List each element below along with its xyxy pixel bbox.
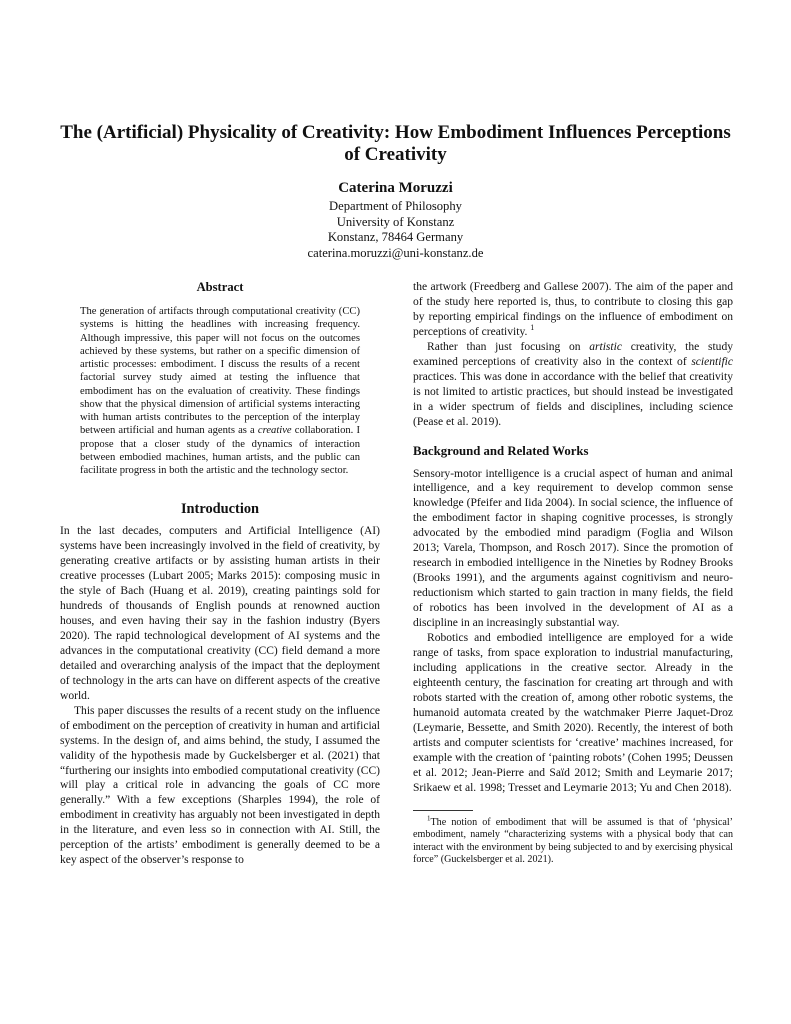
abstract-heading: Abstract <box>196 280 244 294</box>
author-department: Department of Philosophy <box>329 199 462 213</box>
rather-italic-scientific: scientific <box>691 355 733 368</box>
abstract-text-part2: collaboration. I propose that a closer study of the dynamics of interaction between embodied machines, human artists, and the public can facilitate progress in both the artistic and the technology sector. <box>80 425 360 476</box>
rather-part1: Rather than just focusing on <box>427 340 590 353</box>
footnote-text: The notion of embodiment that will be assumed is that of ‘physical’ embodiment, namely “characterizing systems with a physical body that can interact with the environment by being subjected to and by exercising physical force” (Guckelsberger et al. 2021). <box>413 816 733 866</box>
continued-paragraph <box>413 280 733 340</box>
continued-paragraph-text: the artwork (Freedberg and Gallese 2007). The aim of the paper and of the study here reported is, thus, to contribute to closing this gap by reporting empirical findings on the influence of embodiment on perceptions of creativity. <box>413 281 733 338</box>
footnote-marker[interactable]: 1 <box>530 323 535 333</box>
footnote-number: 1 <box>427 814 431 823</box>
right-column <box>413 280 733 867</box>
abstract-text-part1: The generation of artifacts through computational creativity (CC) systems is hitting the headlines with increasing frequency. Although impressive, this paper will not focus on the outcomes achieved by these systems, but rather on a specific dimension of artistic processes: embodiment. I discuss the results of a recent factorial survey study aimed at testing the influence that embodiment has on the evaluation of creativity. These findings show that the physical dimension of artificial systems interacting with human artists contributes to the perception of the interplay between artificial and human agents as a <box>80 306 360 437</box>
rather-part3: practices. This was done in accordance with the belief that creativity is not limited to artistic practices, but should instead be investigated in a wider spectrum of fields and disciplines, including science (Pease et al. 2019). <box>413 370 733 428</box>
left-column <box>60 280 380 868</box>
paper-title: The (Artificial) Physicality of Creativity: How Embodiment Influences Perceptions of Creativity <box>60 122 731 165</box>
abstract-body <box>60 305 380 477</box>
author-university: University of Konstanz <box>336 214 455 229</box>
background-paragraph-2: Robotics and embodied intelligence are employed for a wide range of tasks, from space exploration to industrial manufacturing, including applications in the creative sector. Already in the eighteenth century, the fascination for creating art through and with robots started with the creation of, among other robotic systems, the humanoid automata created by the watchmaker Pierre Jaquet-Droz (Leymarie, Bessette, and Smith 2020). Recently, the interest of both artists and computer scientists for ‘creative’ machines increased, for example with the creation of ‘painting robots’ (Cohen 1995; Deussen et al. 2012; Jean-Pierre and Saïd 2012; Smith and Leymarie 2017; Srikaew et al. 1998; Tresset and Leymarie 2013; Yu and Chen 2018). <box>413 632 733 794</box>
footnote-divider <box>413 810 473 811</box>
intro-paragraph-2: This paper discusses the results of a recent study on the influence of embodiment on the perception of creativity in human and artificial systems. In the design of, and aims behind, the study, I assumed the validity of the hypothesis made by Guckelsberger et al. (2021) that “furthering our insights into embodied computational creativity (CC) will play a critical role in advancing the goals of CC more generally.” With a few exceptions (Sharples 1994), the role of embodiment in creativity has arguably not been investigated in depth in the literature, and even less so in connection with AI. Still, the perception of the artists’ embodiment is generally deemed to be a key aspect of the observer’s response to <box>60 704 380 867</box>
abstract-italic-word: creative <box>257 425 292 437</box>
footnote <box>413 814 733 867</box>
abstract-text <box>80 305 360 477</box>
author-email: caterina.moruzzi@uni-konstanz.de <box>307 245 484 260</box>
intro-paragraph-1: In the last decades, computers and Artificial Intelligence (AI) systems have been increasingly involved in the field of creativity, by generating creative artifacts or by assisting human artists in their creative processes (Lubart 2005; Marks 2015): composing music in the style of Bach (Huang et al. 2019), creating paintings sold for hundreds of thousands of English pounds at renowned auction houses, and even having their say in the fashion industry (Byers 2020). The rapid technological development of AI systems and the advances in the computational creativity (CC) field demand a more detailed and overarching analysis of the impact that the deployment of technology in the arts can have on different aspects of the creative world. <box>60 525 380 702</box>
author-address: Konstanz, 78464 Germany <box>327 230 464 245</box>
rather-paragraph <box>413 340 733 430</box>
author-block <box>150 179 641 261</box>
rather-part2: creativity, the study examined perceptions of creativity also in the context of <box>413 340 733 368</box>
introduction-heading: Introduction <box>180 501 260 518</box>
rather-italic-artistic: artistic <box>589 340 622 353</box>
background-paragraph-1: Sensory-motor intelligence is a crucial aspect of human and animal intelligence, and a key requirement to develop common sense knowledge (Pfeifer and Iida 2004). In social science, the influence of the embodiment factor in shaping cognitive processes, is strongly advocated by the embodied mind paradigm (Foglia and Wilson 2013; Varela, Thompson, and Rosch 2017). Since the promotion of research in embodied intelligence in the Nineties by Rodney Brooks (Brooks 1991), and the arguments against cognitivism and neuro-reductionism which started to gain traction in many fields, the field of robotics has been involved in the development of AI as a discipline in an increasingly substantial way. <box>413 467 733 630</box>
author-name: Caterina Moruzzi <box>338 180 453 196</box>
background-heading: Background and Related Works <box>413 443 589 458</box>
